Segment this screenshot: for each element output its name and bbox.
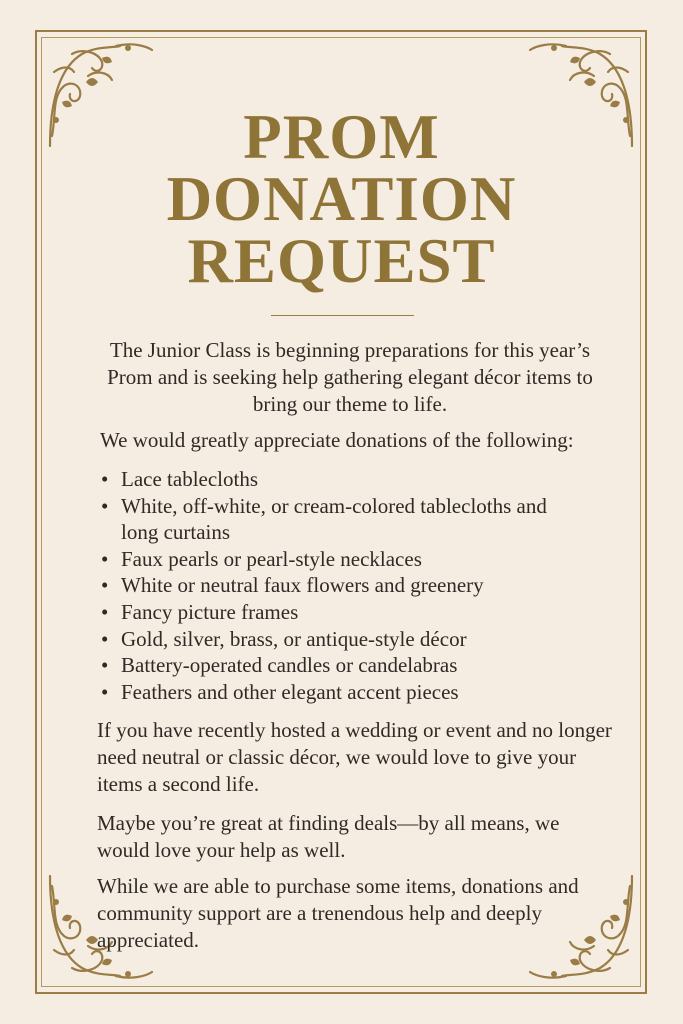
bullet-icon: • [101,546,109,571]
list-item [96,466,556,493]
list-item [96,626,556,653]
list-item [96,652,556,679]
list-item [96,599,556,626]
list-item-label: Battery-operated candles or candelabras [121,653,458,678]
list-item-label: White, off-white, or cream-colored tablecloths and long curtains [121,493,547,545]
list-item [96,546,556,573]
deals-paragraph: Maybe you’re great at finding deals—by all means, we would love your help as well. [97,811,560,862]
page-title [0,102,683,296]
list-item [96,572,556,599]
intro-paragraph: The Junior Class is beginning preparations for this year’s Prom and is seeking help gathering elegant décor items to bring our theme to life. [107,338,593,416]
list-item-label: Feathers and other elegant accent pieces [121,679,459,704]
bullet-icon: • [101,679,109,704]
bullet-icon: • [101,626,109,651]
bullet-icon: • [101,573,109,598]
donation-item-list [96,466,556,705]
bullet-icon: • [101,493,109,518]
bullet-icon: • [101,653,109,678]
bullet-icon: • [101,467,109,491]
closing-paragraph: While we are able to purchase some items, donations and community support are a trenendous help and deeply appreciated. [97,874,579,952]
bullet-icon: • [101,599,109,624]
list-item-label: Fancy picture frames [121,599,299,624]
title-line: REQUEST [187,226,496,296]
list-item-label: White or neutral faux flowers and greenery [121,573,484,598]
hosted-event-paragraph: If you have recently hosted a wedding or event and no longer need neutral or classic décor, we would love to give your items a second life. [97,718,612,796]
list-item-label: Gold, silver, brass, or antique-style décor [121,626,467,651]
list-item [96,493,556,546]
donation-lead-text: We would greatly appreciate donations of the following: [100,428,574,452]
list-item-label: Faux pearls or pearl-style necklaces [121,546,422,571]
title-line: DONATION [166,164,517,234]
title-line: PROM [243,102,440,172]
list-item-label: Lace tablecloths [121,467,259,491]
list-item [96,679,556,706]
title-divider [271,315,414,316]
